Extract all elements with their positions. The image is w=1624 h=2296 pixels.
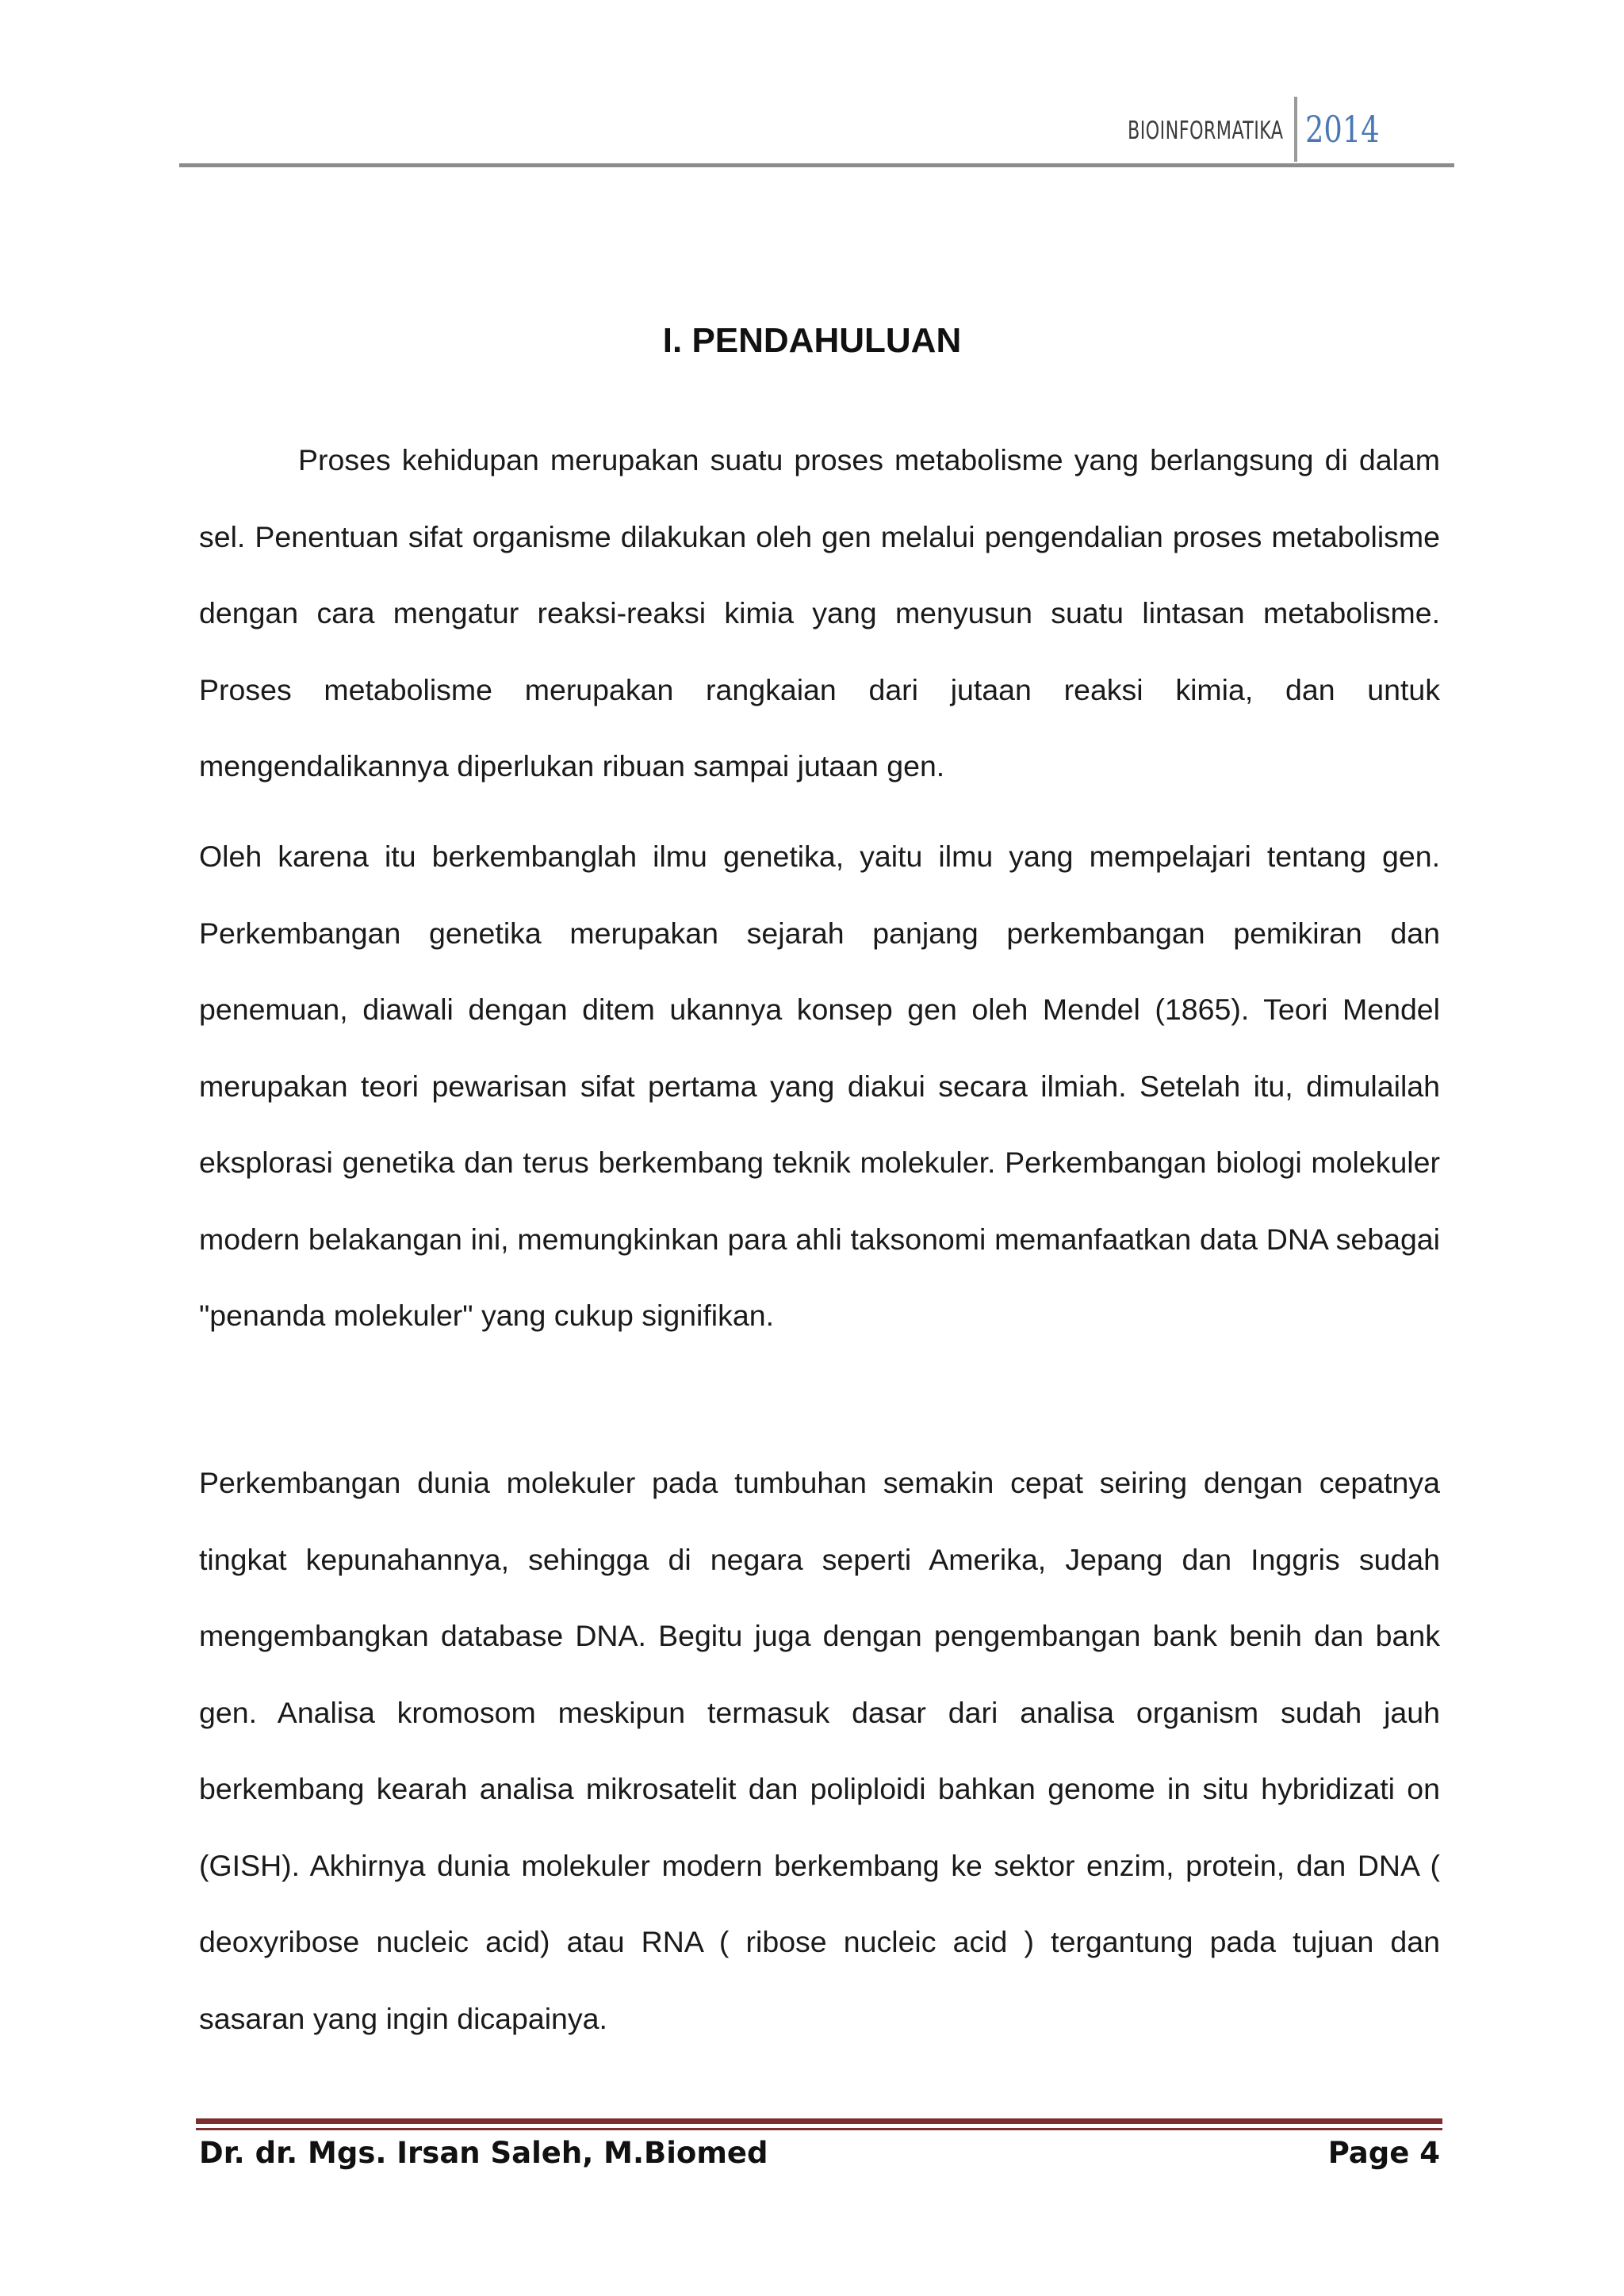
paragraph-3: Perkembangan dunia molekuler pada tumbuhan semakin cepat seiring dengan cepatnya tingkat kepunahannya, sehingga di negara seperti Amerika, Jepang dan Inggris sudah mengembangkan database DNA. Begitu juga dengan pengembangan bank benih dan bank gen. Analisa kromosom meskipun termasuk dasar dari analisa organism sudah jauh berkembang kearah analisa mikrosatelit dan poliploidi bahkan genome in situ hybridizati on (GISH). Akhirnya dunia molekuler modern berkembang ke sektor enzim, protein, dan DNA ( deoxyribose nucleic acid) atau RNA ( ribose nucleic acid ) tergantung pada tujuan dan sasaran yang ingin dicapainya.	[199, 1466, 1440, 2035]
chapter-title: I. PENDAHULUAN	[662, 321, 962, 360]
page-number: Page 4	[1327, 2136, 1440, 2170]
footer-rule-thin	[196, 2128, 1442, 2130]
header-year: 2014	[1305, 108, 1380, 151]
footer-author: Dr. dr. Mgs. Irsan Saleh, M.Biomed	[199, 2136, 768, 2170]
paragraph-2: Oleh karena itu berkembanglah ilmu genetika, yaitu ilmu yang mempelajari tentang gen. Perkembangan genetika merupakan sejarah panjang perkembangan pemikiran dan penemuan, diawali dengan ditem ukannya konsep gen oleh Mendel (1865). Teori Mendel merupakan teori pewarisan sifat pertama yang diakui secara ilmiah. Setelah itu, dimulailah eksplorasi genetika dan terus berkembang teknik molekuler. Perkembangan biologi molekuler modern belakangan ini, memungkinkan para ahli taksonomi memanfaatkan data DNA sebagai "penanda molekuler" yang cukup signifikan.	[199, 840, 1440, 1332]
footer-rule-thick	[196, 2118, 1442, 2124]
header-rule	[179, 163, 1454, 167]
header-divider	[1294, 97, 1297, 162]
paragraph-1: Proses kehidupan merupakan suatu proses metabolisme yang berlangsung di dalam sel. Penentuan sifat organisme dilakukan oleh gen melalui pengendalian proses metabolisme dengan cara mengatur reaksi-reaksi kimia yang menyusun suatu lintasan metabolisme. Proses metabolisme merupakan rangkaian dari jutaan reaksi kimia, dan untuk mengendalikannya diperlukan ribuan sampai jutaan gen.	[199, 443, 1440, 783]
header-title: BIOINFORMATIKA	[1128, 117, 1284, 145]
